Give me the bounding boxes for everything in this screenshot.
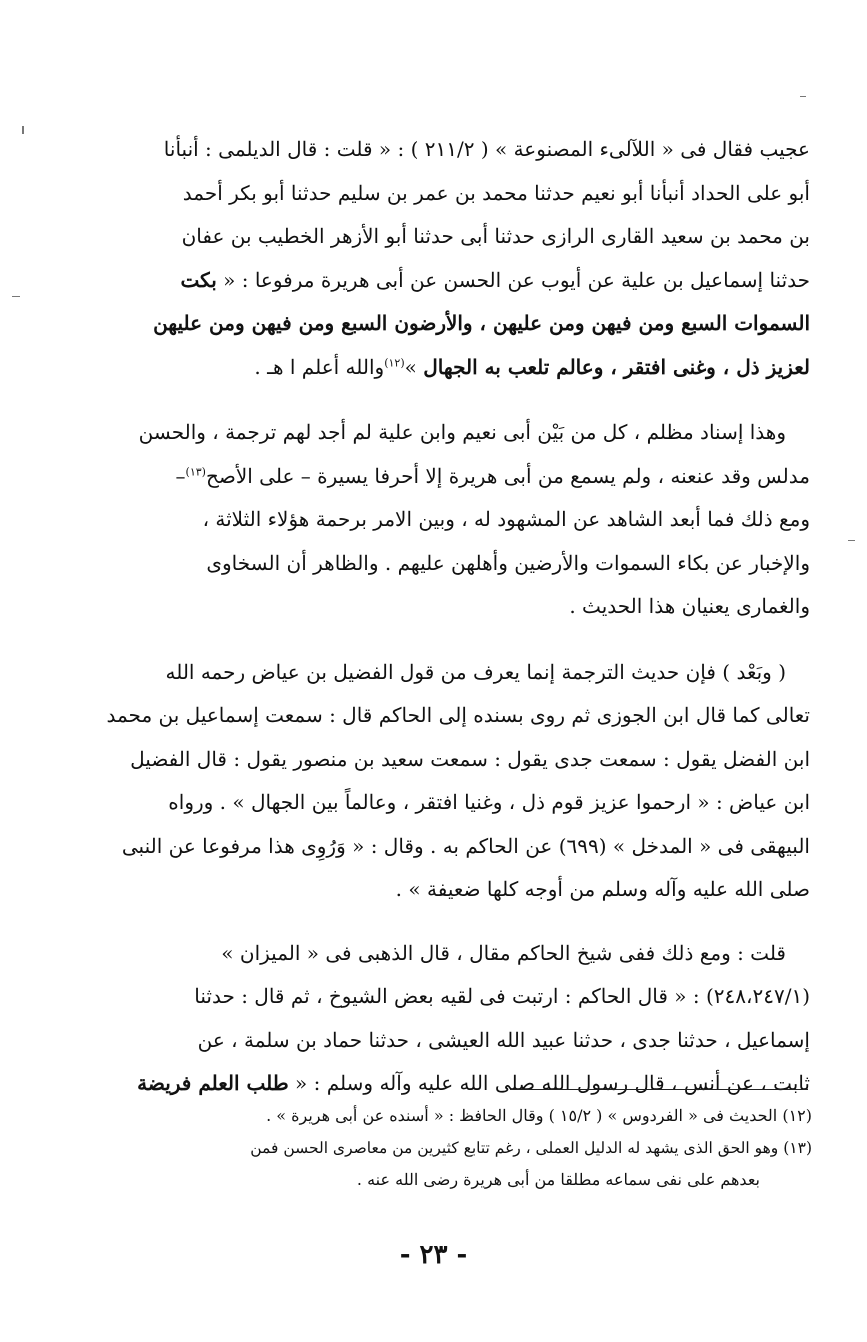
text-line [78,1062,810,1106]
text-line [78,259,810,303]
page-number: - ٢٣ - [399,1240,468,1270]
text-run: والله أعلم ا هـ . [254,354,385,379]
text-line: (٢٤٨،٢٤٧/١) : « قال الحاكم : ارتبت فى لقيه بعض الشيوخ ، ثم قال : حدثنا [194,984,810,1008]
text-line [78,346,810,390]
scan-speck [848,540,855,541]
text-line: ( وبَعْد ) فإن حديث الترجمة إنما يعرف من قول الفضيل بن عياض رحمه الله [165,659,786,684]
main-text [78,128,810,1106]
text-line: تعالى كما قال ابن الجوزى ثم روى بسنده إلى الحاكم قال : سمعت إسماعيل بن محمد [106,703,810,727]
text-run: حدثنا إسماعيل بن علية عن أيوب عن الحسن عن أبى هريرة مرفوعا : « [216,267,810,292]
footnote-13: (١٣) وهو الحق الذى يشهد له الدليل العملى ، رغم تتابع كثيرين من معاصرى الحسن فمن [250,1139,812,1157]
text-run: – [175,463,186,488]
footnote-12: (١٢) الحديث فى « الفردوس » ( ١٥/٢ ) وقال الحافظ : « أسنده عن أبى هريرة » . [266,1106,812,1125]
footnotes [240,1100,812,1196]
scan-speck [800,96,806,97]
text-line: ومع ذلك فما أبعد الشاهد عن المشهود له ، وبين الامر برحمة هؤلاء الثلاثة ، [202,507,810,531]
hadith-text-bold: لعزيز ذل ، وغنى افتقر ، وعالم تلعب به الجهال [423,354,810,379]
text-line: عجيب فقال فى « اللآلىء المصنوعة » ( ٢١١/٢ ) : « قلت : قال الديلمى : أنبأنا [163,137,810,161]
text-line: بن محمد بن سعيد القارى الرازى حدثنا أبى حدثنا أبو الأزهر الخطيب بن عفان [181,224,810,248]
hadith-text-bold: طلب العلم فريضة [137,1071,289,1095]
hadith-text-bold: السموات السبع ومن فيهن ومن عليهن ، والأرضون السبع ومن فيهن ومن عليهن [153,311,810,335]
paragraph-4 [78,932,810,1106]
paragraph-1 [78,128,810,389]
paragraph-3 [78,651,810,912]
footnote-separator [510,1089,808,1090]
text-line: والإخبار عن بكاء السموات والأرضين وأهلهن عليهم . والظاهر أن السخاوى [206,550,810,575]
text-run: » [404,354,424,379]
text-line: والغمارى يعنيان هذا الحديث . [569,594,810,618]
footnote-ref: (١٣) [185,464,206,478]
text-run: ثابت ، عن أنس ، قال رسول الله صلى الله عليه وآله وسلم : « [288,1071,810,1095]
text-line [78,455,810,499]
text-line: صلى الله عليه وآله وسلم من أوجه كلها ضعيفة » . [395,877,810,901]
hadith-text-bold: بكت [180,267,217,292]
scan-speck [22,126,24,134]
scan-speck [12,296,20,297]
text-line: ابن عياض : « ارحموا عزيز قوم ذل ، وغنيا افتقر ، وعالماً بين الجهال » . ورواه [168,790,810,814]
text-line: إسماعيل ، حدثنا جدى ، حدثنا عبيد الله العيشى ، حدثنا حماد بن سلمة ، عن [197,1027,810,1052]
text-line: وهذا إسناد مظلم ، كل من بَيْن أبى نعيم وابن علية لم أجد لهم ترجمة ، والحسن [138,420,786,444]
text-line: ابن الفضل يقول : سمعت جدى يقول : سمعت سعيد بن منصور يقول : قال الفضيل [130,746,810,771]
text-line: قلت : ومع ذلك ففى شيخ الحاكم مقال ، قال الذهبى فى « الميزان » [221,940,786,965]
text-line: أبو على الحداد أنبأنا أبو نعيم حدثنا محمد بن عمر بن سليم حدثنا أبو بكر أحمد [182,180,810,205]
footnote-ref: (١٢) [384,355,405,369]
text-line: البيهقى فى « المدخل » (٦٩٩) عن الحاكم به . وقال : « وَرُوِى هذا مرفوعا عن النبى [121,833,810,858]
paragraph-2 [78,411,810,629]
footnote-13-continuation: بعدهم على نفى سماعه مطلقا من أبى هريرة رضى الله عنه . [356,1170,760,1189]
text-run: مدلس وقد عنعنه ، ولم يسمع من أبى هريرة إلا أحرفا يسيرة – على الأصح [205,463,810,488]
